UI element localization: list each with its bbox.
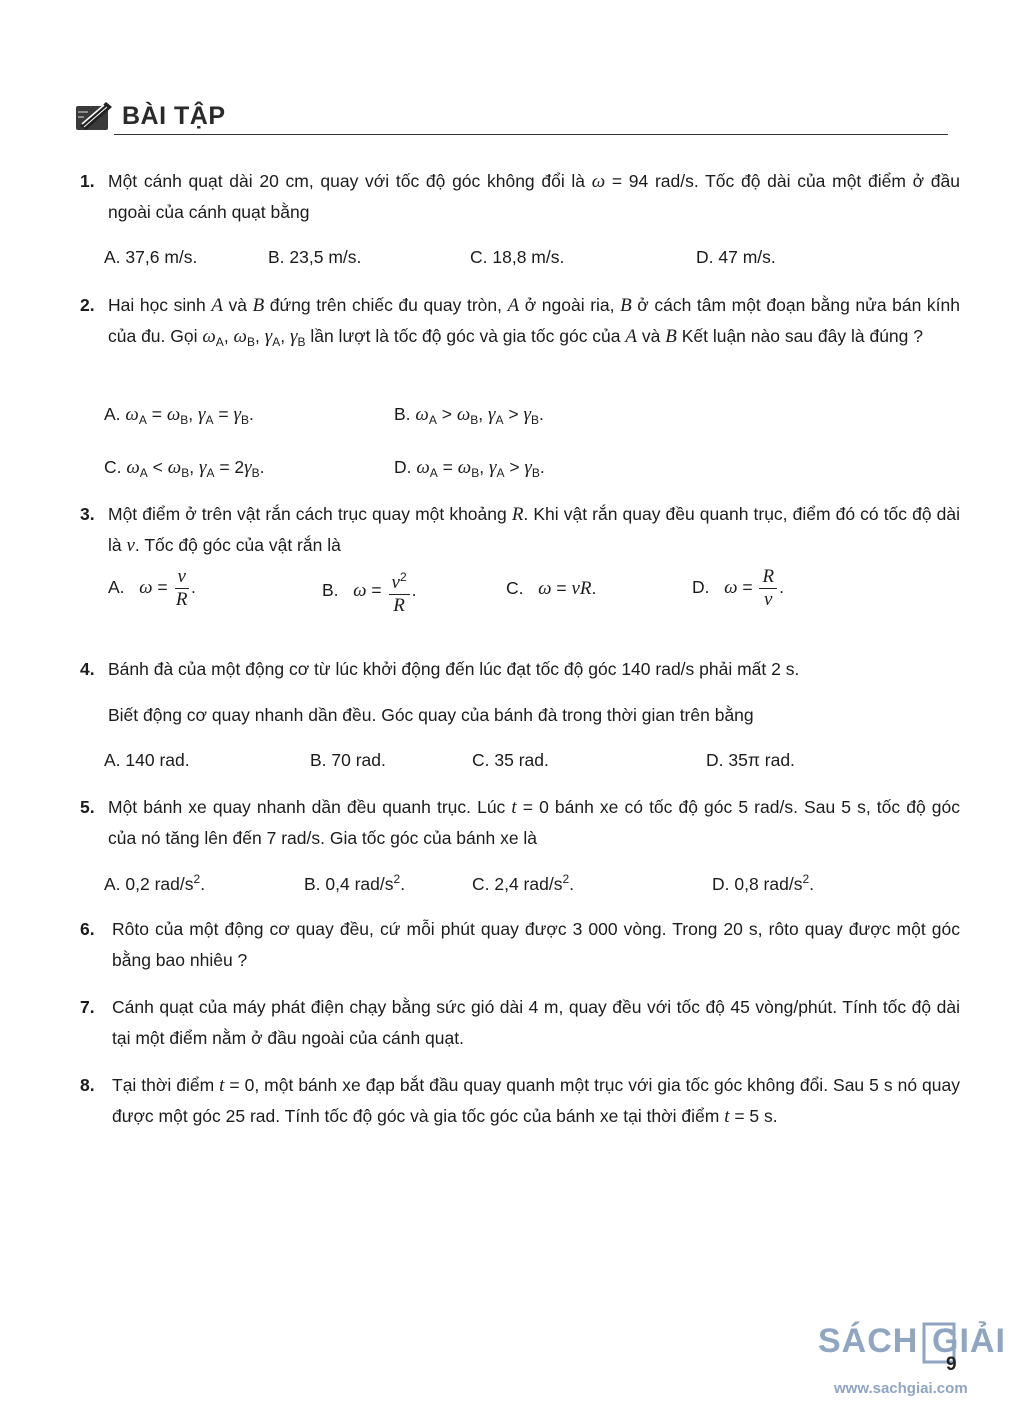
question-number: 3. xyxy=(80,504,95,524)
question-number: 7. xyxy=(80,997,95,1017)
question-number: 4. xyxy=(80,659,95,679)
question-text: Biết động cơ quay nhanh dần đều. Góc quay của bánh đà trong thời gian trên bằng xyxy=(108,705,754,725)
fraction: $\frac{v}{R}$ xyxy=(175,566,188,610)
question-number: 1. xyxy=(80,171,95,191)
q5-option-a: A. 0,2 rad/$s^2$. xyxy=(104,872,206,894)
q5-option-b: B. 0,4 rad/$s^2$. xyxy=(304,872,406,894)
q1-option-d: D. 47 m/s. xyxy=(696,247,776,267)
question-text: Một bánh xe quay nhanh dần đều quanh trục. Lúc t = 0 bánh xe có tốc độ góc 5 rad/s. Sau 5 s, tốc độ góc của nó tăng lên đến 7 rad/s. Gia tốc góc của bánh xe là xyxy=(108,797,960,848)
header-divider xyxy=(114,134,948,135)
q4-option-b: B. 70 rad. xyxy=(310,750,386,770)
q5-option-d: D. 0,8 rad/$s^2$. xyxy=(712,872,815,894)
logo-text-right: GIẢI xyxy=(932,1322,1006,1360)
q4-option-a: A. 140 rad. xyxy=(104,750,190,770)
question-text: Tại thời điểm t = 0, một bánh xe đạp bắt đầu quay quanh một trục với gia tốc góc không đổi. Sau 5 s nó quay được một góc 25 rad. Tính tốc độ góc và gia tốc góc của bánh xe tại thời điểm t = 5 s. xyxy=(112,1075,960,1127)
fraction: $\frac{R}{v}$ xyxy=(759,566,777,611)
fraction: $\frac{v^2}{R}$ xyxy=(389,566,410,617)
question-number: 8. xyxy=(80,1075,95,1095)
q3-option-a: A. ω = $\frac{v}{R}$ . xyxy=(108,566,196,610)
q3-option-c: C. ω = vR. xyxy=(506,578,597,599)
section-title: BÀI TẬP xyxy=(122,102,226,130)
q2-option-c: C. $\omega_A < \omega_B$, $\gamma_A = 2\gamma_B$. xyxy=(104,457,265,480)
q2-option-d: D. $\omega_A = \omega_B$, $\gamma_A > \gamma_B$. xyxy=(394,457,545,480)
question-number: 2. xyxy=(80,295,95,315)
sachgiai-logo xyxy=(818,1322,1024,1366)
question-text: Bánh đà của một động cơ từ lúc khởi động đến lúc đạt tốc độ góc 140 rad/s phải mất 2 s. xyxy=(108,659,800,679)
question-text: Một điểm ở trên vật rắn cách trục quay một khoảng R. Khi vật rắn quay đều quanh trục, điểm đó có tốc độ dài là v. Tốc độ góc của vật rắn là xyxy=(108,504,960,556)
question-number: 6. xyxy=(80,919,95,939)
q5-option-c: C. 2,4 rad/$s^2$. xyxy=(472,872,575,894)
question-text: Rôto của một động cơ quay đều, cứ mỗi phút quay được 3 000 vòng. Trong 20 s, rôto quay được một góc bằng bao nhiêu ? xyxy=(112,919,960,970)
page-number: 9 xyxy=(946,1354,957,1375)
q1-option-a: A. 37,6 m/s. xyxy=(104,247,198,267)
q1-option-b: B. 23,5 m/s. xyxy=(268,247,362,267)
logo-text-left: SÁCH xyxy=(818,1322,919,1360)
q4-option-c: C. 35 rad. xyxy=(472,750,549,770)
section-header xyxy=(74,92,948,140)
q2-option-b: B. $\omega_A > \omega_B$, $\gamma_A > \gamma_B$. xyxy=(394,404,544,427)
question-number: 5. xyxy=(80,797,95,817)
question-text: Cánh quạt của máy phát điện chạy bằng sức gió dài 4 m, quay đều với tốc độ 45 vòng/phút. Tính tốc độ dài tại một điểm nằm ở đầu ngoài của cánh quạt. xyxy=(112,997,960,1048)
q3-option-b: B. ω = $\frac{v^2}{R}$ . xyxy=(322,566,417,617)
q1-option-c: C. 18,8 m/s. xyxy=(470,247,565,267)
q2-option-a: A. $\omega_A = \omega_B$, $\gamma_A = \gamma_B$. xyxy=(104,404,254,427)
q4-option-d: D. 35π rad. xyxy=(706,750,795,770)
pencil-book-icon xyxy=(74,96,116,134)
website-url: www.sachgiai.com xyxy=(834,1380,968,1397)
question-text: Một cánh quạt dài 20 cm, quay với tốc độ góc không đổi là ω = 94 rad/s. Tốc độ dài của một điểm ở đầu ngoài của cánh quạt bằng xyxy=(108,171,961,222)
q3-option-d: D. ω = $\frac{R}{v}$ . xyxy=(692,566,784,610)
question-text: Hai học sinh A và B đứng trên chiếc đu quay tròn, A ở ngoài ria, B ở cách tâm một đoạn bằng nửa bán kính của đu. Gọi $\omega_A$, $\omega_B$, $\gamma_A$, $\gamma_B$ lần lượt là tốc độ góc và gia tốc góc của A và B Kết luận nào sau đây là đúng ? xyxy=(108,295,960,349)
